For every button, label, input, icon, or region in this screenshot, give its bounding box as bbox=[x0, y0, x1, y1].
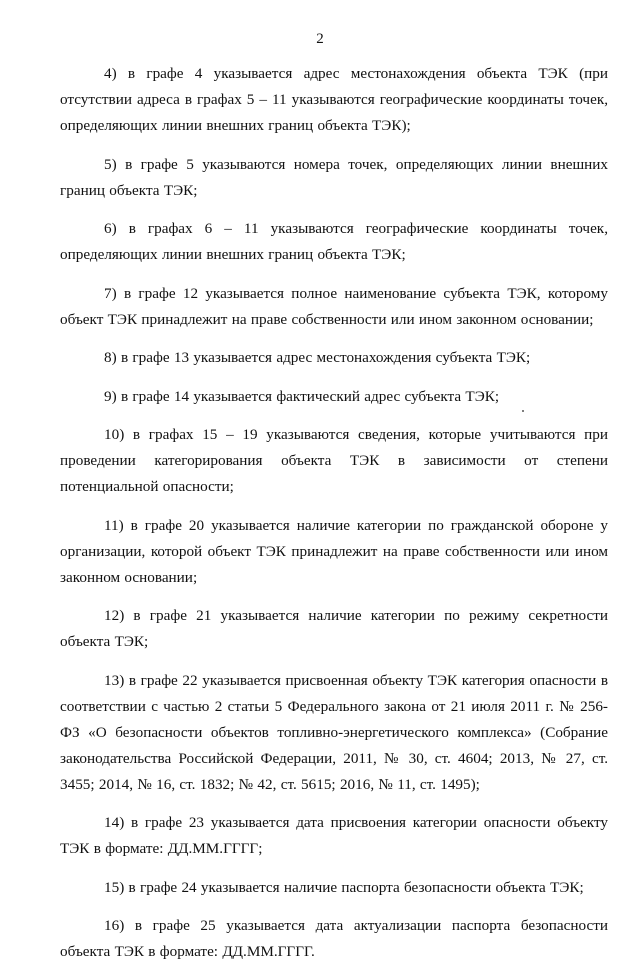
list-item: 15) в графе 24 указывается наличие паспорта безопасности объекта ТЭК; bbox=[104, 878, 584, 896]
list-item: 5) в графе 5 указываются номера точек, определяющих линии внешних границ объекта ТЭК; bbox=[60, 155, 608, 199]
list-item: 4) в графе 4 указывается адрес местонахождения объекта ТЭК (при отсутствии адреса в графах 5 – 11 указываются географические координаты точек, определяющих линии внешних границ объекта ТЭК); bbox=[60, 65, 608, 134]
list-item: 8) в графе 13 указывается адрес местонахождения субъекта ТЭК; bbox=[104, 349, 531, 366]
list-item: 11) в графе 20 указывается наличие категории по гражданской обороне у организации, которой объект ТЭК принадлежит на праве собственности или ином законном основании; bbox=[60, 516, 608, 586]
scan-speck bbox=[522, 410, 524, 412]
page-number: 2 bbox=[316, 31, 324, 47]
list-item: 7) в графе 12 указывается полное наименование субъекта ТЭК, которому объект ТЭК принадлежит на праве собственности или ином законном основании; bbox=[60, 284, 608, 328]
list-item: 12) в графе 21 указывается наличие категории по режиму секретности объекта ТЭК; bbox=[60, 607, 608, 650]
list-item: 6) в графах 6 – 11 указываются географические координаты точек, определяющих линии внешних границ объекта ТЭК; bbox=[60, 220, 608, 263]
list-item: 14) в графе 23 указывается дата присвоения категории опасности объекту ТЭК в формате: ДД.ММ.ГГГГ; bbox=[60, 814, 608, 857]
list-item: 9) в графе 14 указывается фактический адрес субъекта ТЭК; bbox=[104, 387, 500, 405]
list-item: 10) в графах 15 – 19 указываются сведения, которые учитываются при проведении категорирования объекта ТЭК в зависимости от степени потенциальной опасности; bbox=[60, 426, 608, 495]
list-item: 13) в графе 22 указывается присвоенная объекту ТЭК категория опасности в соответствии с частью 2 статьи 5 Федерального закона от 21 июля 2011 г. № 256-ФЗ «О безопасности объектов топливно-энергетического комплекса» (Собрание законодательства Российской Федерации, 2011, № 30, ст. 4604; 2013, № 27, ст. 3455; 2014, № 16, ст. 1832; № 42, ст. 5615; 2016, № 11, ст. 1495); bbox=[60, 671, 608, 793]
list-item: 16) в графе 25 указывается дата актуализации паспорта безопасности объекта ТЭК в формате: ДД.ММ.ГГГГ. bbox=[60, 917, 608, 960]
document-body bbox=[60, 61, 608, 978]
